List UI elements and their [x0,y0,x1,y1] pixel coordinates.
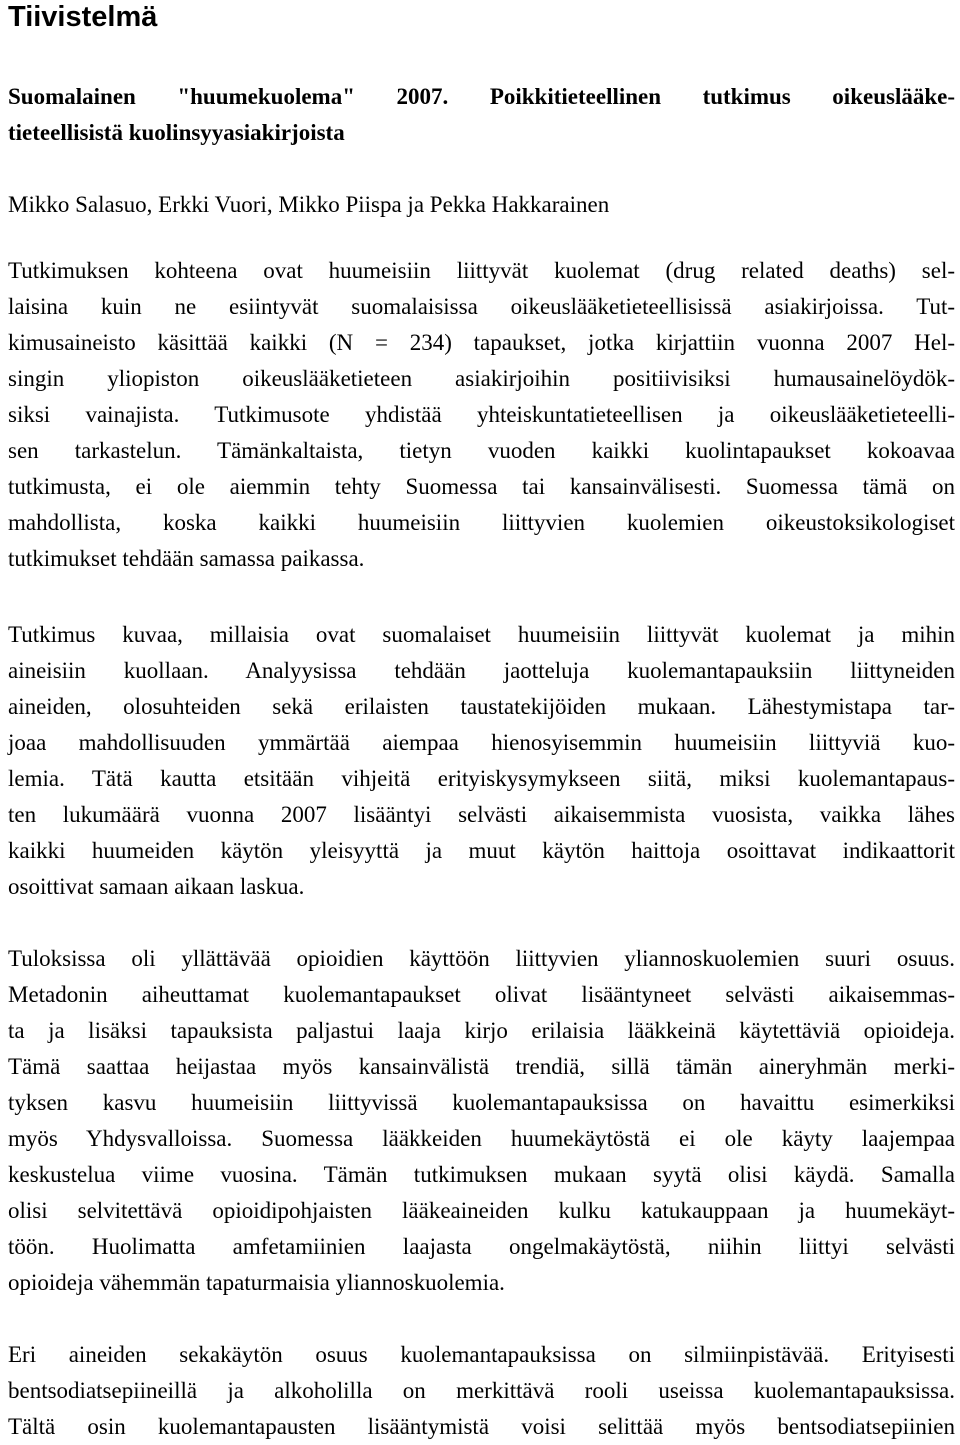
text-line: aineiden, olosuhteiden sekä erilaisten taustatekijöiden mukaan. Lähestymistapa tar- [8,694,955,719]
text-line: osoittivat samaan aikaan laskua. [8,874,305,899]
text-line: töön. Huolimatta amfetamiinien laajasta ongelmakäytöstä, niihin liittyi selvästi [8,1234,955,1259]
text-line: ten lukumäärä vuonna 2007 lisääntyi selvästi aikaisemmista vuosista, vaikka lähes [8,802,955,827]
text-line: olisi selvitettävä opioidipohjaisten lääkeaineiden kulku katukauppaan ja huumekäyt- [8,1198,955,1223]
text-line: laisina kuin ne esiintyvät suomalaisissa oikeuslääketieteellisissä asiakirjoissa. Tut- [8,294,955,319]
text-line: opioideja vähemmän tapaturmaisia yliannoskuolemia. [8,1270,505,1295]
text-line: joaa mahdollisuuden ymmärtää aiempaa hienosyisemmin huumeisiin liittyviä kuo- [8,730,955,755]
author-list [8,187,955,223]
text-line: myös Yhdysvalloissa. Suomessa lääkkeiden huumekäytöstä ei ole käyty laajempaa [8,1126,955,1151]
report-title [8,79,955,151]
title-line: tieteellisistä kuolinsyyasiakirjoista [8,120,345,145]
text-line: Tuloksissa oli yllättävää opioidien käyttöön liittyvien yliannoskuolemien suuri osuus. [8,946,955,971]
text-line: lemia. Tätä kautta etsitään vihjeitä erityiskysymykseen siitä, miksi kuolemantapaus- [8,766,955,791]
text-line: tyksen kasvu huumeisiin liittyvissä kuolemantapauksissa on havaittu esimerkiksi [8,1090,955,1115]
paragraph-3 [8,941,955,1301]
text-line: Tutkimus kuvaa, millaisia ovat suomalaiset huumeisiin liittyvät kuolemat ja mihin [8,622,955,647]
text-line: Tältä osin kuolemantapausten lisääntymistä voisi selittää myös bentsodiatsepiinien [8,1414,955,1439]
text-line: Eri aineiden sekakäytön osuus kuolemantapauksissa on silmiinpistävää. Erityisesti [8,1342,955,1367]
text-line: aineisiin kuollaan. Analyysissa tehdään jaotteluja kuolemantapauksiin liittyneiden [8,658,955,683]
text-line: Metadonin aiheuttamat kuolemantapaukset olivat lisääntyneet selvästi aikaisemmas- [8,982,955,1007]
text-line: ta ja lisäksi tapauksista paljastui laaja kirjo erilaisia lääkkeinä käytettäviä opioideja. [8,1018,955,1043]
paragraph-4 [8,1337,955,1445]
title-line: Suomalainen "huumekuolema" 2007. Poikkitieteellinen tutkimus oikeuslääke- [8,84,955,109]
text-line: kaikki huumeiden käytön yleisyyttä ja muut käytön haittoja osoittavat indikaattorit [8,838,955,863]
text-line: sen tarkastelun. Tämänkaltaista, tietyn vuoden kaikki kuolintapaukset kokoavaa [8,438,955,463]
text-line: keskustelua viime vuosina. Tämän tutkimuksen mukaan syytä olisi käydä. Samalla [8,1162,955,1187]
text-line: kimusaineisto käsittää kaikki (N = 234) tapaukset, jotka kirjattiin vuonna 2007 Hel- [8,330,955,355]
text-line: tutkimusta, ei ole aiemmin tehty Suomessa tai kansainvälisesti. Suomessa tämä on [8,474,955,499]
paragraph-2 [8,617,955,905]
text-line: siksi vainajista. Tutkimusote yhdistää yhteiskuntatieteellisen ja oikeuslääketieteelli- [8,402,955,427]
authors-line: Mikko Salasuo, Erkki Vuori, Mikko Piispa ja Pekka Hakkarainen [8,192,610,217]
text-line: tutkimukset tehdään samassa paikassa. [8,546,365,571]
text-line: Tutkimuksen kohteena ovat huumeisiin liittyvät kuolemat (drug related deaths) sel- [8,258,955,283]
text-line: bentsodiatsepiineillä ja alkoholilla on merkittävä rooli useissa kuolemantapauksissa. [8,1378,955,1403]
section-heading: Tiivistelmä [8,1,158,33]
text-line: mahdollista, koska kaikki huumeisiin liittyvien kuolemien oikeustoksikologiset [8,510,955,535]
paragraph-1 [8,253,955,577]
text-line: singin yliopiston oikeuslääketieteen asiakirjoihin positiivisiksi humausainelöydök- [8,366,955,391]
text-line: Tämä saattaa heijastaa myös kansainvälistä trendiä, sillä tämän aineryhmän merki- [8,1054,955,1079]
